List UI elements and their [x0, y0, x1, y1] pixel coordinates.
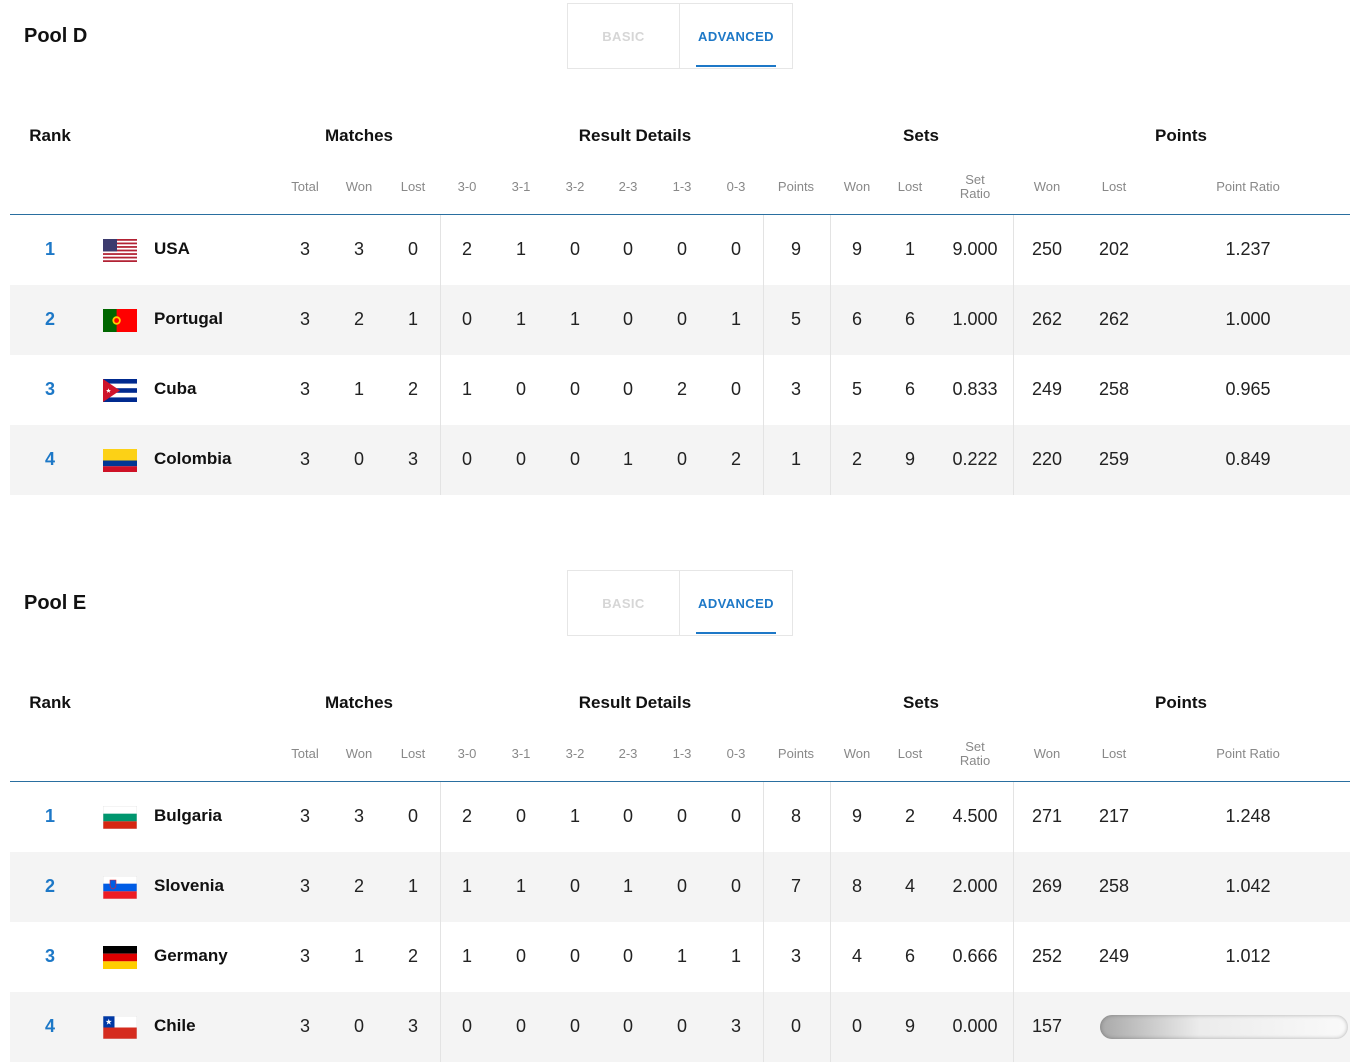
col-group-points: Points [1155, 126, 1207, 145]
points-won-cell: 269 [1031, 876, 1063, 896]
col-group-matches: Matches [324, 126, 394, 145]
set-ratio-cell: 0.833 [952, 379, 998, 399]
rank-cell: 3 [44, 379, 56, 399]
col-3-1: 3-1 [511, 746, 531, 761]
col-0-3: 0-3 [726, 746, 746, 761]
col-set-ratio-line2: Ratio [959, 753, 991, 768]
total-cell: 3 [299, 379, 311, 399]
portugal-flag-icon [103, 309, 137, 332]
lost-cell: 2 [407, 379, 419, 399]
points-won-cell: 157 [1031, 1016, 1063, 1036]
lost-cell: 2 [407, 946, 419, 966]
lost-cell: 3 [407, 449, 419, 469]
result-3-1-cell: 0 [515, 1016, 527, 1036]
col-group-result-details: Result Details [578, 126, 692, 145]
column-divider [763, 782, 764, 1062]
points-cell: 8 [790, 806, 802, 826]
col-points-won: Won [1033, 179, 1061, 194]
set-ratio-cell: 9.000 [952, 239, 998, 259]
result-3-1-cell: 0 [515, 379, 527, 399]
pool-title: Pool E [24, 592, 87, 614]
col-3-2: 3-2 [565, 179, 585, 194]
col-won: Won [345, 179, 373, 194]
points-won-cell: 220 [1031, 449, 1063, 469]
bulgaria-flag-icon [103, 806, 137, 829]
germany-flag-icon [103, 946, 137, 969]
points-lost-cell: 262 [1098, 309, 1130, 329]
col-1-3: 1-3 [672, 179, 692, 194]
points-won-cell: 271 [1031, 806, 1063, 826]
table-row[interactable] [10, 922, 1350, 992]
point-ratio-cell: 1.000 [1225, 309, 1271, 329]
country-name[interactable]: Portugal [154, 309, 223, 328]
col-2-3: 2-3 [618, 179, 638, 194]
points-lost-cell: 249 [1098, 946, 1130, 966]
col-group-sets: Sets [903, 693, 939, 712]
result-3-2-cell: 0 [569, 1016, 581, 1036]
result-0-3-cell: 0 [730, 379, 742, 399]
tab-basic[interactable]: BASIC [568, 4, 680, 68]
result-2-3-cell: 0 [622, 239, 634, 259]
col-set-ratio [960, 173, 990, 201]
result-3-0-cell: 1 [461, 946, 473, 966]
result-3-1-cell: 1 [515, 239, 527, 259]
sets-lost-cell: 1 [904, 239, 916, 259]
column-divider [830, 215, 831, 495]
result-0-3-cell: 3 [730, 1016, 742, 1036]
sets-won-cell: 4 [851, 946, 863, 966]
cuba-flag-icon [103, 379, 137, 402]
country-name[interactable]: Colombia [154, 449, 232, 468]
point-ratio-cell: 0.965 [1225, 379, 1271, 399]
col-set-ratio-line2: Ratio [959, 186, 991, 201]
col-sets-lost: Lost [897, 179, 923, 194]
col-group-sets: Sets [903, 126, 939, 145]
points-cell: 1 [790, 449, 802, 469]
result-2-3-cell: 0 [622, 1016, 634, 1036]
sets-lost-cell: 6 [904, 946, 916, 966]
points-cell: 3 [790, 946, 802, 966]
rank-cell: 2 [44, 876, 56, 896]
col-3-0: 3-0 [457, 179, 477, 194]
table-row[interactable] [10, 355, 1350, 425]
col-total: Total [291, 179, 319, 194]
points-cell: 5 [790, 309, 802, 329]
point-ratio-cell: 1.042 [1225, 876, 1271, 896]
lost-cell: 3 [407, 1016, 419, 1036]
total-cell: 3 [299, 806, 311, 826]
result-3-2-cell: 0 [569, 379, 581, 399]
points-won-cell: 262 [1031, 309, 1063, 329]
obscured-area [1100, 1015, 1348, 1039]
result-3-2-cell: 1 [569, 309, 581, 329]
result-3-1-cell: 0 [515, 449, 527, 469]
sets-won-cell: 9 [851, 806, 863, 826]
sets-lost-cell: 9 [904, 1016, 916, 1036]
won-cell: 1 [353, 946, 365, 966]
col-group-rank: Rank [29, 126, 71, 145]
result-3-0-cell: 0 [461, 1016, 473, 1036]
rank-cell: 4 [44, 1016, 56, 1036]
column-divider [1013, 782, 1014, 1062]
col-point-ratio: Point Ratio [1216, 179, 1280, 194]
table-row[interactable] [10, 425, 1350, 495]
result-2-3-cell: 0 [622, 379, 634, 399]
sets-lost-cell: 9 [904, 449, 916, 469]
col-points: Points [777, 746, 815, 761]
result-3-1-cell: 0 [515, 946, 527, 966]
country-name[interactable]: Slovenia [154, 876, 224, 895]
chile-flag-icon [103, 1016, 137, 1039]
points-lost-cell: 258 [1098, 876, 1130, 896]
won-cell: 0 [353, 449, 365, 469]
sets-won-cell: 0 [851, 1016, 863, 1036]
points-cell: 7 [790, 876, 802, 896]
col-group-rank: Rank [29, 693, 71, 712]
result-0-3-cell: 1 [730, 309, 742, 329]
col-1-3: 1-3 [672, 746, 692, 761]
col-total: Total [291, 746, 319, 761]
won-cell: 2 [353, 876, 365, 896]
sets-lost-cell: 6 [904, 379, 916, 399]
sets-won-cell: 8 [851, 876, 863, 896]
column-divider [440, 215, 441, 495]
col-sets-lost: Lost [897, 746, 923, 761]
col-lost: Lost [400, 179, 426, 194]
result-3-0-cell: 1 [461, 876, 473, 896]
points-won-cell: 250 [1031, 239, 1063, 259]
result-2-3-cell: 0 [622, 309, 634, 329]
col-group-matches: Matches [324, 693, 394, 712]
set-ratio-cell: 0.666 [952, 946, 998, 966]
sets-lost-cell: 4 [904, 876, 916, 896]
col-3-1: 3-1 [511, 179, 531, 194]
sets-won-cell: 6 [851, 309, 863, 329]
won-cell: 2 [353, 309, 365, 329]
points-lost-cell: 217 [1098, 806, 1130, 826]
result-0-3-cell: 0 [730, 239, 742, 259]
result-1-3-cell: 0 [676, 806, 688, 826]
col-2-3: 2-3 [618, 746, 638, 761]
result-2-3-cell: 1 [622, 449, 634, 469]
points-lost-cell: 258 [1098, 379, 1130, 399]
result-1-3-cell: 1 [676, 946, 688, 966]
result-3-1-cell: 1 [515, 876, 527, 896]
result-0-3-cell: 1 [730, 946, 742, 966]
lost-cell: 1 [407, 876, 419, 896]
table-row[interactable] [10, 852, 1350, 922]
points-cell: 3 [790, 379, 802, 399]
result-0-3-cell: 0 [730, 806, 742, 826]
result-1-3-cell: 0 [676, 239, 688, 259]
sets-won-cell: 9 [851, 239, 863, 259]
table-row[interactable] [10, 285, 1350, 355]
result-3-2-cell: 1 [569, 806, 581, 826]
result-1-3-cell: 0 [676, 876, 688, 896]
points-cell: 9 [790, 239, 802, 259]
usa-flag-icon [103, 239, 137, 262]
total-cell: 3 [299, 1016, 311, 1036]
col-points: Points [777, 179, 815, 194]
col-set-ratio [960, 740, 990, 768]
result-3-1-cell: 0 [515, 806, 527, 826]
col-point-ratio: Point Ratio [1216, 746, 1280, 761]
sets-lost-cell: 6 [904, 309, 916, 329]
tab-advanced[interactable]: ADVANCED [680, 4, 792, 68]
country-name[interactable]: Germany [154, 946, 228, 965]
rank-cell: 1 [44, 806, 56, 826]
result-1-3-cell: 2 [676, 379, 688, 399]
set-ratio-cell: 0.222 [952, 449, 998, 469]
column-divider [440, 782, 441, 1062]
lost-cell: 0 [407, 806, 419, 826]
result-3-2-cell: 0 [569, 449, 581, 469]
col-set-ratio-line1: Set [965, 172, 985, 187]
result-2-3-cell: 1 [622, 876, 634, 896]
result-2-3-cell: 0 [622, 946, 634, 966]
won-cell: 1 [353, 379, 365, 399]
won-cell: 3 [353, 806, 365, 826]
tab-advanced[interactable]: ADVANCED [680, 571, 792, 635]
points-lost-cell: 259 [1098, 449, 1130, 469]
point-ratio-cell: 1.012 [1225, 946, 1271, 966]
result-3-0-cell: 0 [461, 309, 473, 329]
sets-won-cell: 2 [851, 449, 863, 469]
table-row[interactable] [10, 215, 1350, 285]
column-divider [1013, 215, 1014, 495]
total-cell: 3 [299, 239, 311, 259]
colombia-flag-icon [103, 449, 137, 472]
view-tabs [567, 570, 793, 636]
col-set-ratio-line1: Set [965, 739, 985, 754]
point-ratio-cell: 1.248 [1225, 806, 1271, 826]
won-cell: 3 [353, 239, 365, 259]
col-3-0: 3-0 [457, 746, 477, 761]
won-cell: 0 [353, 1016, 365, 1036]
points-lost-cell: 202 [1098, 239, 1130, 259]
result-3-0-cell: 1 [461, 379, 473, 399]
result-0-3-cell: 2 [730, 449, 742, 469]
result-1-3-cell: 0 [676, 309, 688, 329]
result-2-3-cell: 0 [622, 806, 634, 826]
result-3-0-cell: 2 [461, 806, 473, 826]
slovenia-flag-icon [103, 876, 137, 899]
points-cell: 0 [790, 1016, 802, 1036]
lost-cell: 0 [407, 239, 419, 259]
country-name[interactable]: USA [154, 239, 190, 258]
col-sets-won: Won [843, 179, 871, 194]
country-name[interactable]: Bulgaria [154, 806, 223, 825]
col-points-lost: Lost [1101, 179, 1127, 194]
col-group-result-details: Result Details [578, 693, 692, 712]
tab-basic[interactable]: BASIC [568, 571, 680, 635]
result-1-3-cell: 0 [676, 1016, 688, 1036]
rank-cell: 4 [44, 449, 56, 469]
result-3-0-cell: 0 [461, 449, 473, 469]
set-ratio-cell: 4.500 [952, 806, 998, 826]
country-name[interactable]: Cuba [154, 379, 197, 398]
result-3-0-cell: 2 [461, 239, 473, 259]
country-name[interactable]: Chile [154, 1016, 196, 1035]
total-cell: 3 [299, 309, 311, 329]
set-ratio-cell: 1.000 [952, 309, 998, 329]
set-ratio-cell: 2.000 [952, 876, 998, 896]
points-won-cell: 249 [1031, 379, 1063, 399]
points-won-cell: 252 [1031, 946, 1063, 966]
column-divider [830, 782, 831, 1062]
col-points-won: Won [1033, 746, 1061, 761]
rank-cell: 3 [44, 946, 56, 966]
col-0-3: 0-3 [726, 179, 746, 194]
sets-lost-cell: 2 [904, 806, 916, 826]
col-won: Won [345, 746, 373, 761]
col-lost: Lost [400, 746, 426, 761]
view-tabs [567, 3, 793, 69]
total-cell: 3 [299, 876, 311, 896]
col-3-2: 3-2 [565, 746, 585, 761]
table-row[interactable] [10, 992, 1350, 1062]
col-points-lost: Lost [1101, 746, 1127, 761]
total-cell: 3 [299, 946, 311, 966]
total-cell: 3 [299, 449, 311, 469]
pool-title: Pool D [24, 25, 88, 47]
result-1-3-cell: 0 [676, 449, 688, 469]
result-3-1-cell: 1 [515, 309, 527, 329]
rank-cell: 2 [44, 309, 56, 329]
lost-cell: 1 [407, 309, 419, 329]
col-sets-won: Won [843, 746, 871, 761]
rank-cell: 1 [44, 239, 56, 259]
point-ratio-cell: 1.237 [1225, 239, 1271, 259]
result-3-2-cell: 0 [569, 946, 581, 966]
column-divider [763, 215, 764, 495]
result-3-2-cell: 0 [569, 876, 581, 896]
point-ratio-cell: 0.849 [1225, 449, 1271, 469]
col-group-points: Points [1155, 693, 1207, 712]
result-3-2-cell: 0 [569, 239, 581, 259]
result-0-3-cell: 0 [730, 876, 742, 896]
set-ratio-cell: 0.000 [952, 1016, 998, 1036]
sets-won-cell: 5 [851, 379, 863, 399]
table-row[interactable] [10, 782, 1350, 852]
